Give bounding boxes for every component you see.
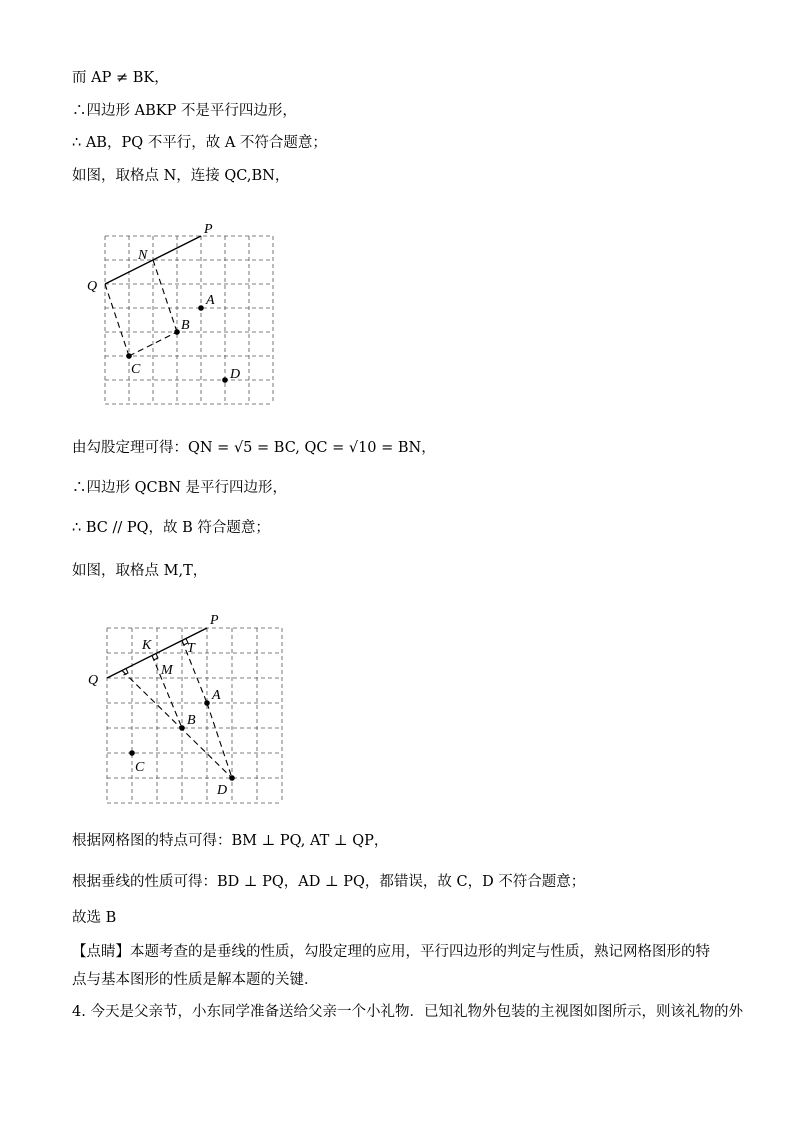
text-line-1: 而 AP ≠ BK， — [72, 70, 169, 86]
figure-2-grid-diagram — [80, 607, 295, 807]
fig2-label-m: M — [161, 663, 173, 678]
fig2-label-t: T — [187, 641, 195, 656]
fig1-label-b: B — [181, 318, 190, 333]
text-line-2: ∴四边形 ABKP 不是平行四边形， — [72, 103, 297, 119]
fig1-label-c: C — [131, 362, 141, 377]
text-line-9: 根据网格图的特点可得：BM ⊥ PQ, AT ⊥ QP， — [72, 833, 389, 849]
fig2-label-a: A — [212, 688, 221, 703]
text-line-8: 如图，取格点 M,T， — [72, 563, 208, 579]
comment-paragraph: 【点睛】本题考查的是垂线的性质，勾股定理的应用，平行四边形的判定与性质，熟记网格图形的特点与基本图形的性质是解本题的关键． — [72, 944, 710, 988]
figure-1-grid-diagram — [80, 215, 290, 415]
text-line-5: 由勾股定理可得：QN = √5 = BC, QC = √10 = BN， — [72, 440, 436, 456]
text-line-6: ∴四边形 QCBN 是平行四边形， — [72, 480, 288, 496]
text-line-10: 根据垂线的性质可得：BD ⊥ PQ，AD ⊥ PQ，都错误，故 C，D 不符合题意； — [72, 874, 586, 890]
fig1-label-d: D — [230, 367, 241, 382]
fig2-label-b: B — [187, 713, 196, 728]
fig1-label-n: N — [138, 248, 148, 263]
fig1-label-a: A — [206, 293, 215, 308]
fig2-label-k: K — [142, 638, 152, 653]
fig2-label-d: D — [217, 783, 228, 798]
text-line-4: 如图，取格点 N，连接 QC,BN， — [72, 168, 290, 184]
text-line-11: 故选 B — [72, 910, 117, 926]
fig1-label-p: P — [204, 222, 213, 237]
text-line-7: ∴ BC // PQ，故 B 符合题意； — [72, 520, 270, 536]
fig2-label-c: C — [135, 760, 145, 775]
question-4: 4. 今天是父亲节，小东同学准备送给父亲一个小礼物．已知礼物外包装的主视图如图所示，则该礼物的外 — [72, 1004, 743, 1020]
fig2-label-q: Q — [88, 673, 99, 688]
fig2-label-p: P — [210, 613, 219, 628]
fig1-label-q: Q — [87, 279, 98, 294]
text-line-3: ∴ AB，PQ 不平行，故 A 不符合题意； — [72, 135, 327, 151]
